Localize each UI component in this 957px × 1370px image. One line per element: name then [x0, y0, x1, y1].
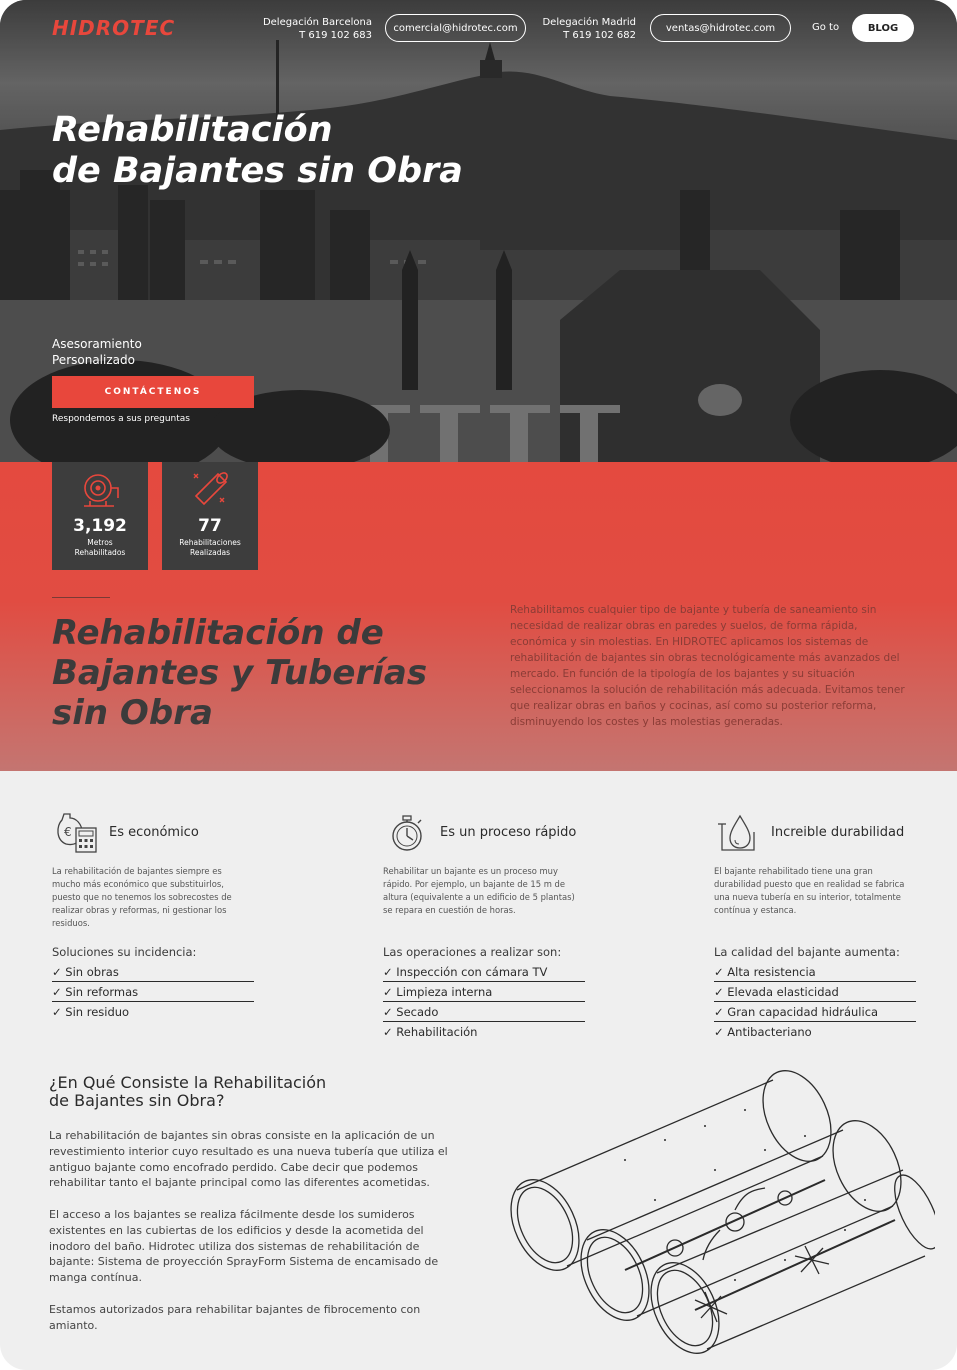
feature-fast-list [383, 962, 585, 1042]
intro-text: Rehabilitamos cualquier tipo de bajante y tubería de saneamiento sin necesidad de realizar obras en paredes y suelos, de forma rápida, económica y sin molestias. En HIDROTEC aplicamos los sistemas de rehabilitación de bajantes sin obras tecnológicamente más avanzados del mercado. En función de la tipología de los bajantes y su situación seleccionamos la solución de rehabilitación más adecuada. Evitamos tener que realizar obras en baños y cocinas, así como su posterior reforma, disminuyendo los costes y las molestias generadas. [510, 604, 905, 728]
advice-line2: Personalizado [52, 353, 135, 367]
stat-rehabs-label-line1: Rehabilitaciones [179, 538, 241, 547]
stat-meters-value: 3,192 [73, 516, 127, 536]
intro-title-line2: Bajantes y Tuberías [52, 653, 428, 693]
about-paragraph-1: La rehabilitación de bajantes sin obras consiste en la aplicación de un revestimiento interior cuyo resultado es una nueva tubería que utiliza el antiguo bajante como encofrado perdido. Cabe decir que podemos rehabilitar tanto el bajante principal como las diferentes acometidas. [49, 1129, 448, 1190]
barcelona-email-button[interactable]: comercial@hidrotec.com [385, 14, 526, 42]
intro-divider [52, 597, 110, 598]
list-item: ✓ Rehabilitación [383, 1025, 478, 1039]
list-item: ✓ Secado [383, 1002, 585, 1022]
feature-economic-list-label: Soluciones su incidencia: [52, 945, 197, 959]
about-title-line2: de Bajantes sin Obra? [49, 1091, 225, 1110]
hero-title-line1: Rehabilitación [52, 110, 333, 150]
pipe-rehabilitation-illustration [505, 1070, 935, 1360]
stat-rehabs-label [162, 538, 258, 558]
list-item: ✓ Limpieza interna [383, 982, 585, 1002]
madrid-email-button[interactable]: ventas@hidrotec.com [650, 14, 791, 42]
about-paragraph-2: El acceso a los bajantes se realiza fácilmente desde los sumideros existentes en las cubiertas de los edificios y desde la acometida del inodoro del baño. Hidrotec utiliza dos sistemas de rehabilitación de bajante: Sistema de proyección SprayForm Sistema de encamisado de manga contínua. [49, 1208, 439, 1285]
list-item: ✓ Alta resistencia [714, 962, 916, 982]
hero-section [0, 0, 957, 462]
madrid-phone[interactable]: T 619 102 682 [563, 30, 636, 41]
stat-meters-label [52, 538, 148, 558]
money-calculator-icon [52, 810, 100, 856]
list-item: ✓ Elevada elasticidad [714, 982, 916, 1002]
list-item: ✓ Sin residuo [52, 1005, 130, 1019]
feature-economic-list [52, 962, 254, 1022]
feature-fast-desc: Rehabilitar un bajante es un proceso muy rápido. Por ejemplo, un bajante de 15 m de altura (equivalente a un edificio de 5 plantas) se repara en cuestión de horas. [383, 866, 575, 915]
contact-subtext: Respondemos a sus preguntas [52, 414, 190, 424]
intro-title-line1: Rehabilitación de [52, 613, 384, 653]
feature-durable-desc: El bajante rehabilitado tiene una gran durabilidad puesto que en realidad se fabrica una nueva tubería en su interior, totalmente contínua y estanca. [714, 866, 905, 915]
barcelona-label: Delegación Barcelona [262, 17, 372, 28]
contact-button[interactable]: CONTÁCTENOS [52, 376, 254, 408]
pipe-reel-icon [80, 468, 120, 510]
stat-rehabs [162, 462, 258, 570]
feature-fast-title: Es un proceso rápido [440, 825, 577, 840]
advice-line1: Asesoramiento [52, 337, 142, 351]
water-drop-icon [714, 810, 762, 856]
stat-meters-label-line2: Rehabilitados [74, 548, 126, 557]
feature-economic-desc: La rehabilitación de bajantes siempre es mucho más económico que substituirlos, puesto que no tenemos los sobrecostes de realizar obras y reformas, ni gestionar los residuos. [52, 866, 232, 928]
stopwatch-icon [383, 810, 431, 856]
feature-durable-list-label: La calidad del bajante aumenta: [714, 945, 900, 959]
madrid-label: Delegación Madrid [542, 17, 636, 28]
feature-durable-title: Increible durabilidad [771, 825, 905, 840]
about-paragraph-3: Estamos autorizados para rehabilitar bajantes de fibrocemento con amianto. [49, 1303, 421, 1332]
hero-title [52, 110, 463, 192]
madrid-office [530, 16, 636, 42]
list-item: ✓ Antibacteriano [714, 1025, 812, 1039]
advice-label [52, 336, 142, 368]
list-item: ✓ Sin obras [52, 962, 254, 982]
list-item: ✓ Sin reformas [52, 982, 254, 1002]
blog-button[interactable]: BLOG [852, 14, 914, 42]
barcelona-phone[interactable]: T 619 102 683 [299, 30, 372, 41]
repaired-pipe-icon [190, 468, 230, 510]
about-title-line1: ¿En Qué Consiste la Rehabilitación [49, 1073, 327, 1092]
goto-link[interactable]: Go to [812, 22, 840, 33]
intro-title [52, 613, 427, 733]
hidrotec-logo[interactable]: HIDROTEC [52, 16, 176, 40]
list-item: ✓ Gran capacidad hidráulica [714, 1002, 916, 1022]
feature-fast-list-label: Las operaciones a realizar son: [383, 945, 562, 959]
stat-rehabs-label-line2: Realizadas [189, 548, 231, 557]
feature-economic-title: Es económico [109, 825, 199, 840]
stat-meters [52, 462, 148, 570]
stat-rehabs-value: 77 [198, 516, 222, 536]
intro-title-line3: sin Obra [52, 693, 213, 733]
hero-title-line2: de Bajantes sin Obra [52, 151, 463, 191]
feature-durable-list [714, 962, 916, 1042]
list-item: ✓ Inspección con cámara TV [383, 962, 585, 982]
barcelona-office [262, 16, 372, 42]
stat-meters-label-line1: Metros [87, 538, 113, 547]
about-title [49, 1074, 326, 1110]
svg-text:€: € [64, 825, 72, 839]
